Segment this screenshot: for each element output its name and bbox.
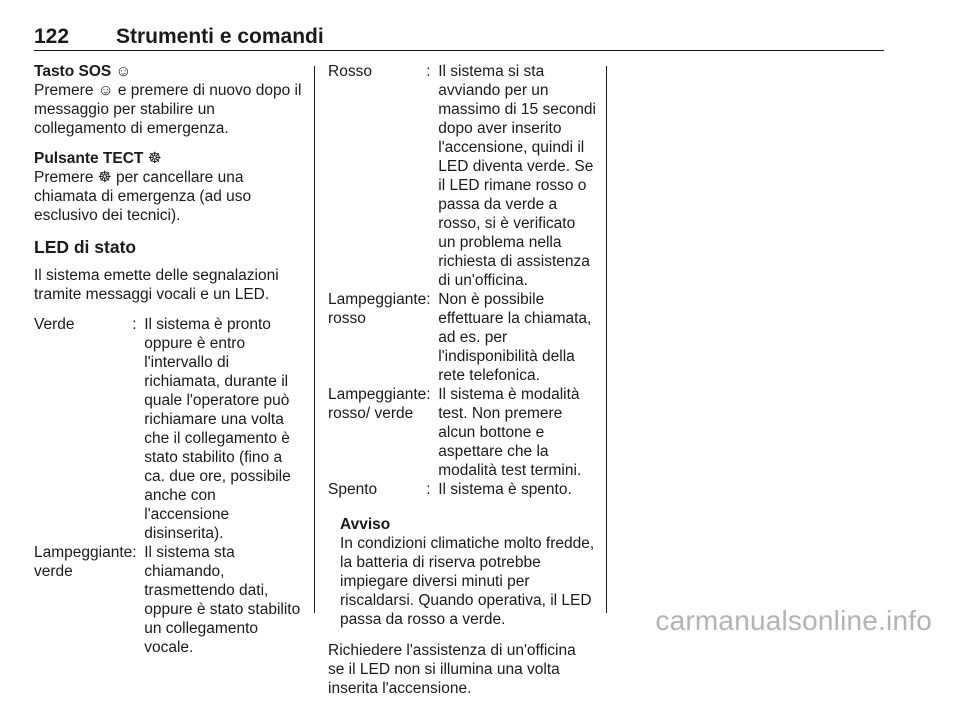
led-heading: LED di stato	[34, 237, 137, 257]
chapter-title: Strumenti e comandi	[116, 25, 324, 48]
led-state: Spento	[328, 481, 378, 498]
led-state: Verde	[34, 316, 75, 333]
sos-text: Premere ☺ e premere di nuovo dopo il messaggio per stabilire un collegamento di emergenza.	[34, 82, 302, 137]
left-column	[34, 62, 304, 657]
colon: :	[426, 386, 431, 403]
page-number: 122	[34, 25, 70, 48]
watermark: carmanualsonline.info	[655, 605, 932, 636]
led-description: Il sistema è modalità test. Non premere alcun bottone e aspettare che la modalità test termini.	[438, 386, 582, 479]
led-state: Lampeggiante verde	[34, 544, 133, 580]
colon: :	[132, 316, 137, 333]
colon: :	[426, 291, 431, 308]
tect-text: Premere ☸ per cancellare una chiamata di emergenza (ad uso esclusivo dei tecnici).	[34, 169, 252, 224]
led-intro: Il sistema emette delle segnalazioni tramite messaggi vocali e un LED.	[34, 267, 279, 303]
led-state: Rosso	[328, 63, 372, 80]
column-divider-left	[314, 66, 315, 613]
tect-button-icon: ☸	[147, 150, 162, 167]
led-table-left	[34, 315, 304, 657]
led-description: Il sistema si sta avviando per un massimo di 15 secondi dopo aver inserito l'accensione, quindi il LED diventa verde. Se il LED rimane rosso o passa da verde a rosso, si è verificato un problema nella richiesta di assistenza di un'officina.	[438, 63, 596, 289]
tect-title: Pulsante TECT ☸	[34, 150, 162, 167]
closing-text: Richiedere l'assistenza di un'officina se il LED non si illumina una volta inserita l'accensione.	[328, 642, 576, 697]
right-column	[328, 62, 596, 709]
led-description: Il sistema è pronto oppure è entro l'intervallo di richiamata, durante il quale l'operatore può richiamare una volta che il collegamento è stato stabilito (fino a ca. due ore, possibile anche con l'accensione disinserita).	[144, 316, 291, 542]
table-row	[34, 543, 304, 657]
led-description: Il sistema è spento.	[438, 481, 572, 498]
notice-text: In condizioni climatiche molto fredde, la batteria di riserva potrebbe impiegare diversi minuti per riscaldarsi. Quando operativa, il LED passa da rosso a verde.	[340, 535, 595, 628]
table-row	[328, 480, 596, 499]
notice-box	[340, 515, 596, 629]
table-row	[328, 62, 596, 290]
led-description: Non è possibile effettuare la chiamata, ad es. per l'indisponibilità della rete telefonica.	[438, 291, 592, 384]
table-row	[328, 290, 596, 385]
header-rule	[34, 50, 884, 51]
led-table-right	[328, 62, 596, 499]
led-description: Il sistema sta chiamando, trasmettendo dati, oppure è stato stabilito un collegamento vocale.	[144, 544, 301, 656]
colon: :	[132, 544, 137, 561]
column-divider-right	[606, 66, 607, 613]
sos-title: Tasto SOS ☺	[34, 63, 132, 80]
colon: :	[426, 63, 431, 80]
led-state: Lampeggiante rosso/ verde	[328, 386, 427, 422]
notice-title: Avviso	[340, 516, 391, 533]
table-row	[328, 385, 596, 480]
led-state: Lampeggiante rosso	[328, 291, 427, 327]
page-header	[34, 22, 884, 52]
colon: :	[426, 481, 431, 498]
table-row	[34, 315, 304, 543]
sos-button-icon: ☺	[115, 63, 132, 80]
